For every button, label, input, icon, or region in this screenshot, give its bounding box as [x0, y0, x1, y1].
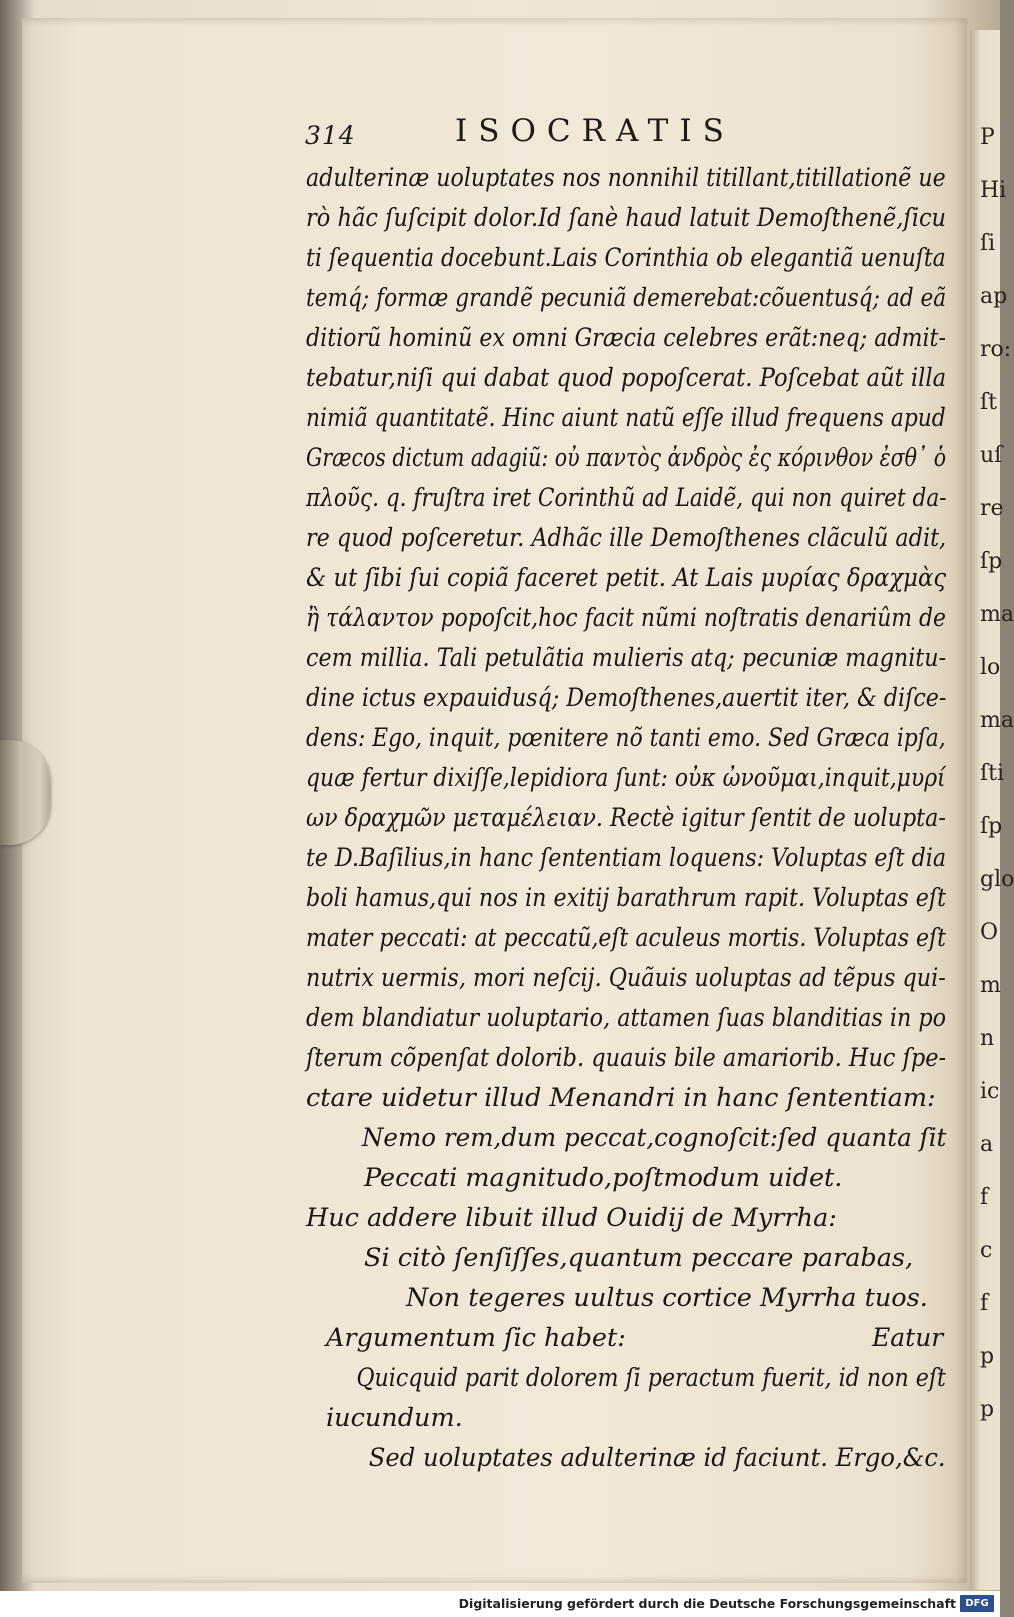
book-page	[22, 18, 967, 1583]
edge-char: re	[980, 496, 1004, 521]
edge-char: c	[980, 1238, 993, 1263]
footer-credit: Digitalisierung gefördert durch die Deutsche Forschungsgemeinschaft	[458, 1596, 956, 1611]
page-number: 314	[305, 121, 356, 150]
edge-char: ro:	[980, 337, 1012, 362]
text-line: te D.Baſilius,in hanc ſententiam loquens: Voluptas eſt dia	[306, 843, 947, 873]
argument-line: Quicquid parit dolorem ſi peractum fuerit, id non eſt	[356, 1363, 946, 1393]
edge-char: f	[980, 1185, 989, 1210]
edge-char: ma	[980, 708, 1014, 733]
text-line: rò hãc ſuſcipit dolor.Id ſanè haud latuit Demoſthenẽ,ſicu	[306, 203, 947, 233]
running-title: ISOCRATIS	[455, 113, 735, 149]
edge-char: ſp	[980, 549, 1003, 574]
edge-char: p	[980, 1344, 995, 1369]
edge-char: ic	[980, 1079, 1000, 1104]
text-line: ἢ τάλαντον popoſcit,hoc facit nũmi noſtratis denariûm de	[306, 603, 947, 633]
edge-char: ſi	[980, 231, 996, 256]
text-line: nutrix uermis, mori neſcij. Quãuis uoluptas ad tẽpus qui-	[306, 963, 946, 993]
argument-intro: Argumentum ſic habet:	[326, 1323, 626, 1353]
edge-char: m	[980, 973, 1001, 998]
text-line: adulterinæ uoluptates nos nonnihil titillant,titillationẽ ue	[306, 163, 946, 193]
menander-verse	[306, 1118, 946, 1198]
edge-char: lo	[980, 655, 1001, 680]
text-line: ctare uidetur illud Menandri in hanc ſententiam:	[306, 1083, 936, 1113]
edge-char: P	[980, 125, 995, 150]
edge-char: uſ	[980, 443, 1003, 468]
ovid-intro: Huc addere libuit illud Ouidij de Myrrha:	[306, 1203, 837, 1233]
verse-line: Si citò ſenſiſſes,quantum peccare parabas,	[364, 1243, 914, 1273]
text-line: boli hamus,qui nos in exitij barathrum rapit. Voluptas eſt	[306, 883, 946, 913]
text-line: ditiorũ hominũ ex omni Græcia celebres erãt:neq; admit-	[306, 323, 946, 353]
edge-char: ap	[980, 284, 1008, 309]
verse-line: Nemo rem,dum peccat,cognoſcit:ſed quanta ſit	[361, 1123, 947, 1153]
text-line: nimiã quantitatẽ. Hinc aiunt natũ eſſe illud frequens apud	[306, 403, 946, 433]
edge-char: ſp	[980, 814, 1003, 839]
prose-paragraph	[306, 158, 946, 1118]
text-line: temq́; formæ grandẽ pecuniã demerebat:cõuentusq́; ad eã	[306, 283, 947, 313]
digitization-footer	[0, 1591, 1000, 1617]
edge-char: O	[980, 920, 999, 945]
text-line: quæ fertur dixiſſe,lepidiora ſunt: οὐκ ὠνοῦμαι,inquit,μυρί	[306, 763, 946, 793]
argument	[306, 1358, 946, 1438]
text-line: ſterum cõpenſat dolorib. quauis bile amariorib. Huc ſpe-	[306, 1043, 947, 1073]
edge-char: p	[980, 1397, 995, 1422]
text-line: dem blandiatur uoluptario, attamen ſuas blanditias in po	[306, 1003, 947, 1033]
dfg-logo: DFG	[960, 1595, 994, 1612]
edge-char: glo	[980, 867, 1014, 892]
text-line: & ut ſibi ſui copiã faceret petit. At Lais μυρίας δραχμὰς	[306, 563, 947, 593]
edge-char: f	[980, 1291, 989, 1316]
edge-char: Hi	[980, 178, 1007, 203]
conclusion: Sed uoluptates adulterinæ id faciunt. Ergo,&c.	[368, 1443, 946, 1473]
text-line: cem millia. Tali petulãtia mulieris atq; pecuniæ magnitu-	[306, 643, 947, 673]
text-line: dens: Ego, inquit, pœnitere nõ tanti emo. Sed Græca ipſa,	[306, 723, 946, 753]
main-text	[306, 158, 946, 1478]
edge-char: ma	[980, 602, 1014, 627]
text-line: ων δραχμῶν μεταμέλειαν. Rectè igitur ſentit de uolupta-	[306, 803, 946, 833]
page-header	[305, 113, 825, 153]
edge-char: ſti	[980, 761, 1005, 786]
next-page-edge	[970, 30, 1014, 1590]
catchword: Eatur	[872, 1323, 944, 1352]
text-line: dine ictus expauidusq́; Demoſthenes,auertit iter, & diſce-	[306, 683, 947, 713]
text-line: ti ſequentia docebunt.Lais Corinthia ob elegantiã uenuſta	[306, 243, 946, 273]
edge-char: n	[980, 1026, 995, 1051]
ovid-verse	[306, 1238, 946, 1318]
text-line: re quod poſceretur. Adhãc ille Demoſthenes clãculũ adit,	[306, 523, 947, 553]
text-line: Græcos dictum adagiũ: οὐ παντὸς ἀνδρὸς ἐς κόρινθον ἐσθ᾽ ὁ	[306, 443, 947, 473]
edge-char: a	[980, 1132, 994, 1157]
verse-line: Non tegeres uultus cortice Myrrha tuos.	[406, 1283, 928, 1313]
text-line: πλοῦς. q. fruſtra iret Corinthũ ad Laidẽ, qui non quiret da-	[306, 483, 947, 513]
text-line: tebatur,niſi qui dabat quod popoſcerat. Poſcebat aũt illa	[306, 363, 947, 393]
verse-line: Peccati magnitudo,poſtmodum uidet.	[364, 1163, 843, 1193]
text-line: mater peccati: at peccatũ,eſt aculeus mortis. Voluptas eſt	[306, 923, 947, 953]
argument-line: iucundum.	[326, 1403, 463, 1433]
edge-char: ſt	[980, 390, 997, 415]
